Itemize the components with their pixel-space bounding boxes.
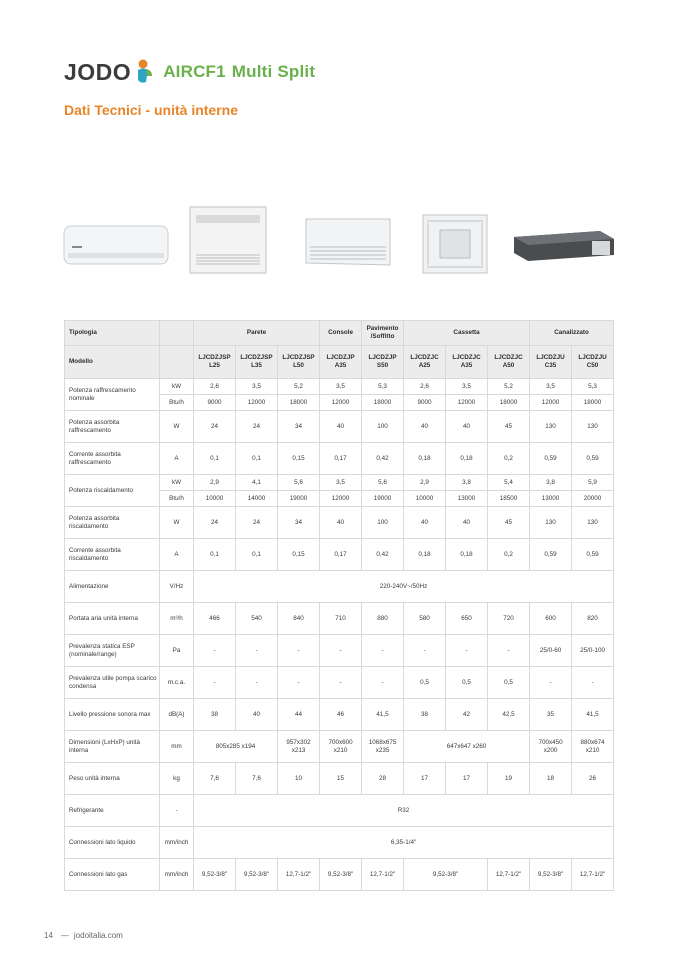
table-cell: 3,5: [320, 475, 362, 491]
table-cell: 12000: [320, 491, 362, 507]
table-cell: 40: [446, 507, 488, 539]
table-row: [65, 827, 614, 859]
table-cell: -: [160, 795, 194, 827]
table-cell: 12000: [236, 395, 278, 411]
table-cell: 12,7-1/2": [488, 859, 530, 891]
table-cell: 12000: [446, 395, 488, 411]
table-cell: Livello pressione sonora max: [65, 699, 160, 731]
table-cell: 5,3: [362, 379, 404, 395]
table-cell: 15: [320, 763, 362, 795]
table-cell: 44: [278, 699, 320, 731]
table-cell: kW: [160, 379, 194, 395]
table-cell: -: [194, 635, 236, 667]
table-cell: LJCDZJC A50: [488, 346, 530, 379]
table-cell: -: [236, 667, 278, 699]
table-cell: 35: [530, 699, 572, 731]
table-cell: 19: [488, 763, 530, 795]
table-cell: 5,2: [488, 379, 530, 395]
table-cell: Potenza raffrescamento nominale: [65, 379, 160, 411]
table-cell: 25/0-100: [572, 635, 614, 667]
table-cell: -: [362, 667, 404, 699]
table-cell: -: [320, 635, 362, 667]
table-cell: 0,1: [236, 443, 278, 475]
table-row: [65, 321, 614, 346]
table-cell: 45: [488, 411, 530, 443]
table-cell: 13000: [530, 491, 572, 507]
table-cell: 20000: [572, 491, 614, 507]
table-cell: mm/inch: [160, 859, 194, 891]
table-cell: 3,5: [320, 379, 362, 395]
table-cell: Potenza assorbita raffrescamento: [65, 411, 160, 443]
table-cell: 840: [278, 603, 320, 635]
table-cell: m³/h: [160, 603, 194, 635]
table-cell: 9,52-3/8": [194, 859, 236, 891]
table-cell: 13000: [446, 491, 488, 507]
table-cell: 710: [320, 603, 362, 635]
table-cell: 700x450 x200: [530, 731, 572, 763]
table-cell: 3,5: [236, 379, 278, 395]
table-cell: 10: [278, 763, 320, 795]
table-cell: 38: [404, 699, 446, 731]
table-cell: 1068x675 x235: [362, 731, 404, 763]
table-row: [65, 731, 614, 763]
table-cell: 700x600 x210: [320, 731, 362, 763]
table-row: [65, 507, 614, 539]
table-cell: 9,52-3/8": [320, 859, 362, 891]
table-cell: LJCDZJSP L35: [236, 346, 278, 379]
table-cell: 3,8: [446, 475, 488, 491]
table-cell: 647x647 x260: [404, 731, 530, 763]
table-cell: 24: [236, 507, 278, 539]
table-cell: 3,5: [446, 379, 488, 395]
table-cell: 0,18: [404, 443, 446, 475]
table-cell: mm/inch: [160, 827, 194, 859]
table-cell: V/Hz: [160, 571, 194, 603]
table-cell: -: [320, 667, 362, 699]
table-row: [65, 346, 614, 379]
table-cell: Tipologia: [65, 321, 160, 346]
table-row: [65, 571, 614, 603]
table-cell: 38: [194, 699, 236, 731]
table-cell: Peso unità interna: [65, 763, 160, 795]
table-cell: 0,17: [320, 443, 362, 475]
table-cell: 45: [488, 507, 530, 539]
table-cell: 130: [530, 507, 572, 539]
table-cell: LJCDZJU C35: [530, 346, 572, 379]
table-cell: -: [572, 667, 614, 699]
table-cell: 466: [194, 603, 236, 635]
table-cell: Portata aria unità interna: [65, 603, 160, 635]
table-cell: Modello: [65, 346, 160, 379]
table-cell: LJCDZJC A25: [404, 346, 446, 379]
table-cell: 100: [362, 507, 404, 539]
table-cell: 0,5: [446, 667, 488, 699]
table-cell: LJCDZJC A35: [446, 346, 488, 379]
table-cell: LJCDZJP A35: [320, 346, 362, 379]
table-cell: 5,6: [278, 475, 320, 491]
table-cell: 19000: [362, 491, 404, 507]
table-row: [65, 763, 614, 795]
table-cell: -: [404, 635, 446, 667]
table-cell: 0,15: [278, 443, 320, 475]
table-cell: 6,35-1/4": [194, 827, 614, 859]
table-row: [65, 411, 614, 443]
table-cell: 9000: [194, 395, 236, 411]
table-cell: 41,5: [572, 699, 614, 731]
table-cell: 3,5: [530, 379, 572, 395]
table-cell: -: [278, 635, 320, 667]
table-cell: 957x302 x213: [278, 731, 320, 763]
table-cell: 3,8: [530, 475, 572, 491]
table-cell: 880: [362, 603, 404, 635]
table-cell: 18: [530, 763, 572, 795]
table-row: [65, 443, 614, 475]
table-cell: 9000: [404, 395, 446, 411]
table-cell: 880x674 x210: [572, 731, 614, 763]
table-cell: 600: [530, 603, 572, 635]
table-cell: 0,2: [488, 443, 530, 475]
table-cell: 650: [446, 603, 488, 635]
table-cell: A: [160, 443, 194, 475]
table-cell: 12,7-1/2": [572, 859, 614, 891]
table-cell: 18000: [278, 395, 320, 411]
table-cell: 0,15: [278, 539, 320, 571]
table-cell: 5,6: [362, 475, 404, 491]
table-cell: [160, 346, 194, 379]
table-cell: kg: [160, 763, 194, 795]
table-cell: Prevalenza statica ESP (nominale/range): [65, 635, 160, 667]
table-cell: 0,1: [236, 539, 278, 571]
table-cell: 42,5: [488, 699, 530, 731]
table-cell: 9,52-3/8": [530, 859, 572, 891]
table-cell: Btu/h: [160, 395, 194, 411]
table-cell: -: [446, 635, 488, 667]
table-cell: 18500: [488, 491, 530, 507]
table-cell: 40: [236, 699, 278, 731]
table-cell: [160, 321, 194, 346]
table-cell: 9,52-3/8": [236, 859, 278, 891]
table-cell: 40: [446, 411, 488, 443]
table-cell: 0,17: [320, 539, 362, 571]
table-cell: 0,59: [530, 443, 572, 475]
table-cell: 0,5: [488, 667, 530, 699]
table-cell: 5,2: [278, 379, 320, 395]
table-cell: 18000: [488, 395, 530, 411]
table-cell: 18000: [362, 395, 404, 411]
table-cell: 0,2: [488, 539, 530, 571]
technical-data-table: [64, 320, 614, 891]
table-cell: 7,6: [236, 763, 278, 795]
table-cell: 12,7-1/2": [278, 859, 320, 891]
table-cell: Cassetta: [404, 321, 530, 346]
table-cell: 0,59: [530, 539, 572, 571]
table-cell: Potenza riscaldamento: [65, 475, 160, 507]
table-cell: 10000: [194, 491, 236, 507]
table-cell: 2,9: [194, 475, 236, 491]
table-cell: Canalizzato: [530, 321, 614, 346]
header: [64, 52, 315, 92]
table-cell: 12,7-1/2": [362, 859, 404, 891]
table-cell: 0,1: [194, 443, 236, 475]
table-cell: Parete: [194, 321, 320, 346]
table-cell: W: [160, 507, 194, 539]
table-cell: 130: [572, 507, 614, 539]
table-cell: 805x285 x194: [194, 731, 278, 763]
table-cell: Corrente assorbita raffrescamento: [65, 443, 160, 475]
image-canalizzato: [514, 231, 614, 261]
table-cell: Connessioni lato gas: [65, 859, 160, 891]
table-cell: W: [160, 411, 194, 443]
table-cell: 820: [572, 603, 614, 635]
table-cell: dB(A): [160, 699, 194, 731]
table-row: [65, 379, 614, 395]
table-row: [65, 539, 614, 571]
table-cell: 28: [362, 763, 404, 795]
table-cell: m.c.a.: [160, 667, 194, 699]
table-cell: 40: [404, 507, 446, 539]
table-cell: 0,5: [404, 667, 446, 699]
table-row: [65, 699, 614, 731]
table-cell: 25/0-60: [530, 635, 572, 667]
table-cell: R32: [194, 795, 614, 827]
table-cell: Prevalenza utile pompa scarico condensa: [65, 667, 160, 699]
table-row: [65, 603, 614, 635]
table-cell: 26: [572, 763, 614, 795]
table-cell: -: [236, 635, 278, 667]
table-cell: 2,6: [404, 379, 446, 395]
table-cell: -: [194, 667, 236, 699]
table-cell: LJCDZJSP L25: [194, 346, 236, 379]
table-cell: LJCDZJP S50: [362, 346, 404, 379]
table-cell: 40: [404, 411, 446, 443]
table-cell: 7,6: [194, 763, 236, 795]
product-images: [0, 195, 678, 285]
table-row: [65, 475, 614, 491]
table-cell: 100: [362, 411, 404, 443]
table-row: [65, 795, 614, 827]
table-cell: 18000: [572, 395, 614, 411]
table-cell: 130: [572, 411, 614, 443]
table-cell: 720: [488, 603, 530, 635]
table-cell: 0,1: [194, 539, 236, 571]
table-cell: mm: [160, 731, 194, 763]
table-cell: 130: [530, 411, 572, 443]
table-cell: 0,18: [404, 539, 446, 571]
image-console: [190, 207, 266, 273]
table-cell: Pavimento /Soffitto: [362, 321, 404, 346]
table-cell: 19000: [278, 491, 320, 507]
table-cell: 46: [320, 699, 362, 731]
table-cell: 41,5: [362, 699, 404, 731]
table-cell: 580: [404, 603, 446, 635]
table-cell: 5,4: [488, 475, 530, 491]
table-cell: Refrigerante: [65, 795, 160, 827]
footer: 14 — jodoitalia.com: [44, 931, 123, 940]
table-cell: Potenza assorbita riscaldamento: [65, 507, 160, 539]
table-cell: 40: [320, 507, 362, 539]
table-cell: A: [160, 539, 194, 571]
table-cell: 0,42: [362, 443, 404, 475]
table-cell: Pa: [160, 635, 194, 667]
table-cell: 24: [194, 411, 236, 443]
table-cell: 40: [320, 411, 362, 443]
table-cell: 24: [236, 411, 278, 443]
table-cell: Connessioni lato liquido: [65, 827, 160, 859]
table-cell: 0,18: [446, 539, 488, 571]
table-row: [65, 667, 614, 699]
table-row: [65, 635, 614, 667]
table-cell: LJCDZJU C50: [572, 346, 614, 379]
table-cell: 5,9: [572, 475, 614, 491]
table-cell: 2,9: [404, 475, 446, 491]
table-cell: 17: [446, 763, 488, 795]
table-cell: 17: [404, 763, 446, 795]
table-cell: 540: [236, 603, 278, 635]
table-cell: Dimensioni (LxHxP) unità interna: [65, 731, 160, 763]
table-cell: 24: [194, 507, 236, 539]
page-title: Dati Tecnici - unità interne: [64, 102, 238, 118]
table-cell: Btu/h: [160, 491, 194, 507]
table-cell: -: [362, 635, 404, 667]
image-pavimento-soffitto: [306, 219, 390, 265]
table-cell: 220-240V~/50Hz: [194, 571, 614, 603]
table-cell: -: [488, 635, 530, 667]
table-cell: 2,6: [194, 379, 236, 395]
table-cell: kW: [160, 475, 194, 491]
table-cell: -: [530, 667, 572, 699]
table-cell: 10000: [404, 491, 446, 507]
page-number: 14: [44, 931, 53, 940]
website-link[interactable]: jodoitalia.com: [73, 931, 123, 940]
table-cell: 12000: [320, 395, 362, 411]
table-cell: -: [278, 667, 320, 699]
table-cell: 42: [446, 699, 488, 731]
product-name: AIRCF1 Multi Split: [163, 62, 316, 81]
table-cell: 34: [278, 411, 320, 443]
table-cell: 34: [278, 507, 320, 539]
table-cell: 14000: [236, 491, 278, 507]
table-cell: 0,18: [446, 443, 488, 475]
brand-mark-icon: [132, 58, 154, 84]
table-cell: 0,42: [362, 539, 404, 571]
table-cell: 4,1: [236, 475, 278, 491]
table-row: [65, 859, 614, 891]
brand-logo: JODO: [64, 58, 132, 85]
table-cell: Console: [320, 321, 362, 346]
table-cell: LJCDZJSP L50: [278, 346, 320, 379]
table-cell: 5,3: [572, 379, 614, 395]
table-cell: 0,59: [572, 539, 614, 571]
table-cell: 9,52-3/8": [404, 859, 488, 891]
image-parete: [64, 226, 168, 264]
table-cell: 12000: [530, 395, 572, 411]
table-cell: Corrente assorbita riscaldamento: [65, 539, 160, 571]
image-cassetta: [423, 215, 487, 273]
table-cell: 0,59: [572, 443, 614, 475]
table-cell: Alimentazione: [65, 571, 160, 603]
